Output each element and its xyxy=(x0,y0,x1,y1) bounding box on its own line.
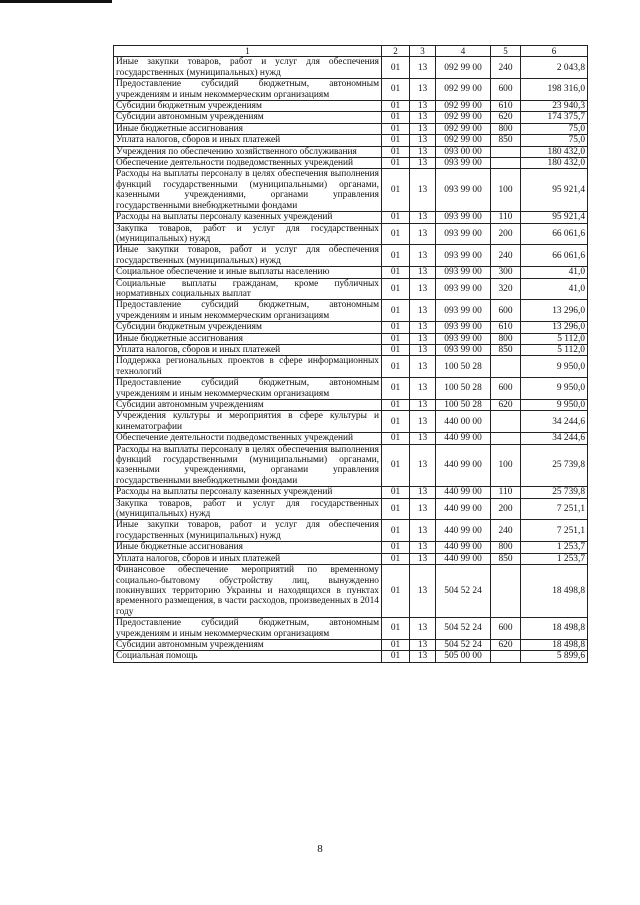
cell-expense-type: 600 xyxy=(491,378,521,400)
cell-name: Иные закупки товаров, работ и услуг для обеспечения государственных (муниципальных) нужд xyxy=(114,245,382,267)
cell-subsection: 13 xyxy=(410,57,436,79)
table-row xyxy=(114,158,588,169)
table-row xyxy=(114,487,588,498)
cell-expense-type xyxy=(491,565,521,618)
cell-section: 01 xyxy=(382,433,410,444)
table-row xyxy=(114,520,588,542)
cell-name: Субсидии автономным учреждениям xyxy=(114,639,382,650)
cell-subsection: 13 xyxy=(410,565,436,618)
cell-name: Предоставление субсидий бюджетным, автономным учреждениям и иным некоммерческим организациям xyxy=(114,618,382,640)
cell-section: 01 xyxy=(382,520,410,542)
cell-subsection: 13 xyxy=(410,553,436,564)
cell-target-article: 093 99 00 xyxy=(436,158,491,169)
cell-amount: 75,0 xyxy=(521,135,588,146)
cell-section: 01 xyxy=(382,79,410,101)
cell-name: Социальные выплаты гражданам, кроме публичных нормативных социальных выплат xyxy=(114,278,382,300)
cell-amount: 95 921,4 xyxy=(521,212,588,223)
cell-amount: 25 739,8 xyxy=(521,444,588,487)
cell-target-article: 440 99 00 xyxy=(436,498,491,520)
table-row xyxy=(114,169,588,212)
cell-amount: 1 253,7 xyxy=(521,542,588,553)
cell-amount: 66 061,6 xyxy=(521,245,588,267)
cell-section: 01 xyxy=(382,223,410,245)
cell-target-article: 093 99 00 xyxy=(436,212,491,223)
cell-expense-type: 850 xyxy=(491,344,521,355)
cell-amount: 180 432,0 xyxy=(521,158,588,169)
cell-subsection: 13 xyxy=(410,158,436,169)
cell-section: 01 xyxy=(382,245,410,267)
cell-section: 01 xyxy=(382,651,410,662)
cell-section: 01 xyxy=(382,639,410,650)
cell-expense-type: 850 xyxy=(491,553,521,564)
cell-section: 01 xyxy=(382,333,410,344)
cell-subsection: 13 xyxy=(410,639,436,650)
cell-expense-type: 600 xyxy=(491,300,521,322)
cell-target-article: 093 99 00 xyxy=(436,245,491,267)
cell-expense-type: 600 xyxy=(491,79,521,101)
table-row xyxy=(114,322,588,333)
table-row xyxy=(114,444,588,487)
header-col-2: 2 xyxy=(382,46,410,57)
cell-name: Закупка товаров, работ и услуг для государственных (муниципальных) нужд xyxy=(114,223,382,245)
cell-name: Обеспечение деятельности подведомственных учреждений xyxy=(114,158,382,169)
cell-target-article: 440 99 00 xyxy=(436,553,491,564)
cell-expense-type: 110 xyxy=(491,487,521,498)
cell-target-article: 093 99 00 xyxy=(436,267,491,278)
cell-subsection: 13 xyxy=(410,212,436,223)
cell-name: Предоставление субсидий бюджетным, автономным учреждениям и иным некоммерческим организациям xyxy=(114,79,382,101)
cell-amount: 41,0 xyxy=(521,278,588,300)
cell-expense-type: 620 xyxy=(491,639,521,650)
cell-subsection: 13 xyxy=(410,322,436,333)
cell-subsection: 13 xyxy=(410,498,436,520)
cell-section: 01 xyxy=(382,57,410,79)
cell-amount: 9 950,0 xyxy=(521,400,588,411)
cell-amount: 7 251,1 xyxy=(521,520,588,542)
cell-name: Субсидии автономным учреждениям xyxy=(114,400,382,411)
table-row xyxy=(114,123,588,134)
cell-subsection: 13 xyxy=(410,356,436,378)
cell-expense-type xyxy=(491,433,521,444)
cell-subsection: 13 xyxy=(410,651,436,662)
cell-amount: 66 061,6 xyxy=(521,223,588,245)
table-row xyxy=(114,135,588,146)
cell-section: 01 xyxy=(382,498,410,520)
cell-target-article: 093 99 00 xyxy=(436,333,491,344)
cell-amount: 41,0 xyxy=(521,267,588,278)
table-row xyxy=(114,356,588,378)
cell-target-article: 092 99 00 xyxy=(436,79,491,101)
cell-expense-type xyxy=(491,158,521,169)
cell-subsection: 13 xyxy=(410,400,436,411)
cell-name: Учреждения культуры и мероприятия в сфере культуры и кинематографии xyxy=(114,411,382,433)
cell-amount: 9 950,0 xyxy=(521,378,588,400)
cell-target-article: 093 99 00 xyxy=(436,322,491,333)
table-row xyxy=(114,618,588,640)
cell-target-article: 504 52 24 xyxy=(436,565,491,618)
cell-subsection: 13 xyxy=(410,433,436,444)
table-row xyxy=(114,112,588,123)
header-col-3: 3 xyxy=(410,46,436,57)
cell-section: 01 xyxy=(382,400,410,411)
cell-name: Субсидии бюджетным учреждениям xyxy=(114,322,382,333)
scan-edge-mark xyxy=(0,0,112,3)
cell-target-article: 504 52 24 xyxy=(436,618,491,640)
cell-section: 01 xyxy=(382,112,410,123)
cell-subsection: 13 xyxy=(410,520,436,542)
header-col-1: 1 xyxy=(114,46,382,57)
table-row xyxy=(114,278,588,300)
cell-expense-type: 100 xyxy=(491,169,521,212)
cell-section: 01 xyxy=(382,101,410,112)
cell-expense-type: 320 xyxy=(491,278,521,300)
cell-section: 01 xyxy=(382,411,410,433)
table-row xyxy=(114,101,588,112)
header-col-4: 4 xyxy=(436,46,491,57)
header-col-5: 5 xyxy=(491,46,521,57)
cell-target-article: 093 00 00 xyxy=(436,146,491,157)
cell-target-article: 092 99 00 xyxy=(436,101,491,112)
cell-amount: 198 316,0 xyxy=(521,79,588,101)
cell-subsection: 13 xyxy=(410,146,436,157)
cell-expense-type: 100 xyxy=(491,444,521,487)
cell-amount: 180 432,0 xyxy=(521,146,588,157)
cell-target-article: 440 99 00 xyxy=(436,520,491,542)
cell-amount: 9 950,0 xyxy=(521,356,588,378)
cell-section: 01 xyxy=(382,553,410,564)
cell-section: 01 xyxy=(382,487,410,498)
cell-amount: 5 112,0 xyxy=(521,333,588,344)
cell-expense-type: 800 xyxy=(491,542,521,553)
table-row xyxy=(114,639,588,650)
table-row xyxy=(114,212,588,223)
cell-amount: 174 375,7 xyxy=(521,112,588,123)
cell-section: 01 xyxy=(382,378,410,400)
cell-expense-type: 610 xyxy=(491,101,521,112)
cell-name: Уплата налогов, сборов и иных платежей xyxy=(114,553,382,564)
cell-section: 01 xyxy=(382,565,410,618)
cell-target-article: 092 99 00 xyxy=(436,123,491,134)
cell-subsection: 13 xyxy=(410,344,436,355)
cell-expense-type xyxy=(491,146,521,157)
cell-expense-type: 240 xyxy=(491,520,521,542)
cell-amount: 5 899,6 xyxy=(521,651,588,662)
table-row xyxy=(114,333,588,344)
cell-amount: 75,0 xyxy=(521,123,588,134)
cell-section: 01 xyxy=(382,135,410,146)
cell-expense-type: 240 xyxy=(491,57,521,79)
cell-name: Иные закупки товаров, работ и услуг для обеспечения государственных (муниципальных) нужд xyxy=(114,57,382,79)
cell-amount: 18 498,8 xyxy=(521,565,588,618)
cell-subsection: 13 xyxy=(410,123,436,134)
cell-name: Социальное обеспечение и иные выплаты населению xyxy=(114,267,382,278)
cell-expense-type: 200 xyxy=(491,498,521,520)
table-row xyxy=(114,553,588,564)
table-row xyxy=(114,79,588,101)
table-row xyxy=(114,300,588,322)
header-col-6: 6 xyxy=(521,46,588,57)
cell-target-article: 093 99 00 xyxy=(436,300,491,322)
cell-section: 01 xyxy=(382,212,410,223)
table-body xyxy=(114,57,588,662)
cell-name: Иные бюджетные ассигнования xyxy=(114,333,382,344)
cell-name: Субсидии автономным учреждениям xyxy=(114,112,382,123)
cell-target-article: 093 99 00 xyxy=(436,278,491,300)
cell-expense-type xyxy=(491,356,521,378)
cell-expense-type: 300 xyxy=(491,267,521,278)
cell-subsection: 13 xyxy=(410,267,436,278)
cell-subsection: 13 xyxy=(410,378,436,400)
cell-subsection: 13 xyxy=(410,333,436,344)
cell-subsection: 13 xyxy=(410,278,436,300)
cell-expense-type: 800 xyxy=(491,333,521,344)
cell-amount: 13 296,0 xyxy=(521,300,588,322)
cell-name: Уплата налогов, сборов и иных платежей xyxy=(114,135,382,146)
cell-subsection: 13 xyxy=(410,135,436,146)
cell-name: Закупка товаров, работ и услуг для государственных (муниципальных) нужд xyxy=(114,498,382,520)
cell-subsection: 13 xyxy=(410,444,436,487)
table-row xyxy=(114,433,588,444)
cell-section: 01 xyxy=(382,618,410,640)
cell-amount: 7 251,1 xyxy=(521,498,588,520)
cell-expense-type: 600 xyxy=(491,618,521,640)
cell-target-article: 440 99 00 xyxy=(436,487,491,498)
cell-section: 01 xyxy=(382,146,410,157)
table-row xyxy=(114,267,588,278)
cell-name: Расходы на выплаты персоналу казенных учреждений xyxy=(114,487,382,498)
cell-section: 01 xyxy=(382,542,410,553)
table-row xyxy=(114,378,588,400)
cell-section: 01 xyxy=(382,123,410,134)
cell-subsection: 13 xyxy=(410,101,436,112)
table-row xyxy=(114,411,588,433)
table-row xyxy=(114,344,588,355)
cell-subsection: 13 xyxy=(410,169,436,212)
table-row xyxy=(114,565,588,618)
cell-amount: 1 253,7 xyxy=(521,553,588,564)
cell-amount: 13 296,0 xyxy=(521,322,588,333)
cell-expense-type: 620 xyxy=(491,112,521,123)
cell-subsection: 13 xyxy=(410,618,436,640)
cell-amount: 5 112,0 xyxy=(521,344,588,355)
cell-subsection: 13 xyxy=(410,300,436,322)
cell-amount: 34 244,6 xyxy=(521,433,588,444)
cell-section: 01 xyxy=(382,278,410,300)
cell-section: 01 xyxy=(382,444,410,487)
cell-name: Уплата налогов, сборов и иных платежей xyxy=(114,344,382,355)
cell-target-article: 093 99 00 xyxy=(436,344,491,355)
cell-name: Финансовое обеспечение мероприятий по временному социально-бытовому обустройству лиц, вынужденно покинувших территорию Украины и находящихся в пунктах временного размещения, в части расходов, произведенных в 2014 году xyxy=(114,565,382,618)
cell-name: Расходы на выплаты персоналу в целях обеспечения выполнения функций государственными (муниципальными) органами, казенными учреждениями, органами управления государственными внебюджетными фондами xyxy=(114,169,382,212)
cell-name: Иные бюджетные ассигнования xyxy=(114,542,382,553)
cell-section: 01 xyxy=(382,267,410,278)
cell-section: 01 xyxy=(382,169,410,212)
cell-expense-type: 240 xyxy=(491,245,521,267)
cell-name: Субсидии бюджетным учреждениям xyxy=(114,101,382,112)
cell-target-article: 440 99 00 xyxy=(436,542,491,553)
cell-amount: 18 498,8 xyxy=(521,639,588,650)
cell-target-article: 440 99 00 xyxy=(436,433,491,444)
cell-name: Учреждения по обеспечению хозяйственного обслуживания xyxy=(114,146,382,157)
cell-target-article: 092 99 00 xyxy=(436,112,491,123)
table-header xyxy=(114,46,588,57)
cell-target-article: 100 50 28 xyxy=(436,400,491,411)
cell-expense-type: 200 xyxy=(491,223,521,245)
cell-target-article: 092 99 00 xyxy=(436,135,491,146)
cell-section: 01 xyxy=(382,356,410,378)
cell-name: Предоставление субсидий бюджетным, автономным учреждениям и иным некоммерческим организациям xyxy=(114,378,382,400)
cell-amount: 25 739,8 xyxy=(521,487,588,498)
cell-expense-type: 110 xyxy=(491,212,521,223)
cell-target-article: 092 99 00 xyxy=(436,57,491,79)
budget-table xyxy=(113,45,588,663)
cell-section: 01 xyxy=(382,300,410,322)
table-row xyxy=(114,400,588,411)
cell-name: Расходы на выплаты персоналу казенных учреждений xyxy=(114,212,382,223)
cell-name: Иные бюджетные ассигнования xyxy=(114,123,382,134)
cell-name: Расходы на выплаты персоналу в целях обеспечения выполнения функций государственными (муниципальными) органами, казенными учреждениями, органами управления государственными внебюджетными фондами xyxy=(114,444,382,487)
cell-expense-type: 850 xyxy=(491,135,521,146)
cell-amount: 18 498,8 xyxy=(521,618,588,640)
cell-name: Поддержка региональных проектов в сфере информационных технологий xyxy=(114,356,382,378)
cell-name: Иные закупки товаров, работ и услуг для обеспечения государственных (муниципальных) нужд xyxy=(114,520,382,542)
cell-amount: 95 921,4 xyxy=(521,169,588,212)
cell-expense-type: 620 xyxy=(491,400,521,411)
cell-target-article: 440 00 00 xyxy=(436,411,491,433)
cell-subsection: 13 xyxy=(410,411,436,433)
page-number: 8 xyxy=(317,843,323,855)
cell-subsection: 13 xyxy=(410,79,436,101)
table-row xyxy=(114,498,588,520)
cell-amount: 2 043,8 xyxy=(521,57,588,79)
cell-target-article: 505 00 00 xyxy=(436,651,491,662)
table-row xyxy=(114,146,588,157)
cell-amount: 23 940,3 xyxy=(521,101,588,112)
cell-target-article: 093 99 00 xyxy=(436,169,491,212)
cell-section: 01 xyxy=(382,322,410,333)
cell-target-article: 100 50 28 xyxy=(436,378,491,400)
header-row xyxy=(114,46,588,57)
cell-target-article: 100 50 28 xyxy=(436,356,491,378)
cell-expense-type xyxy=(491,411,521,433)
cell-subsection: 13 xyxy=(410,245,436,267)
cell-target-article: 093 99 00 xyxy=(436,223,491,245)
cell-name: Социальная помощь xyxy=(114,651,382,662)
cell-expense-type: 800 xyxy=(491,123,521,134)
cell-amount: 34 244,6 xyxy=(521,411,588,433)
cell-target-article: 440 99 00 xyxy=(436,444,491,487)
cell-target-article: 504 52 24 xyxy=(436,639,491,650)
cell-subsection: 13 xyxy=(410,542,436,553)
cell-subsection: 13 xyxy=(410,112,436,123)
cell-section: 01 xyxy=(382,344,410,355)
table-row xyxy=(114,542,588,553)
table-row xyxy=(114,223,588,245)
cell-subsection: 13 xyxy=(410,487,436,498)
table-row xyxy=(114,57,588,79)
cell-expense-type xyxy=(491,651,521,662)
cell-name: Обеспечение деятельности подведомственных учреждений xyxy=(114,433,382,444)
cell-expense-type: 610 xyxy=(491,322,521,333)
cell-subsection: 13 xyxy=(410,223,436,245)
cell-name: Предоставление субсидий бюджетным, автономным учреждениям и иным некоммерческим организациям xyxy=(114,300,382,322)
table-row xyxy=(114,245,588,267)
cell-section: 01 xyxy=(382,158,410,169)
table-row xyxy=(114,651,588,662)
